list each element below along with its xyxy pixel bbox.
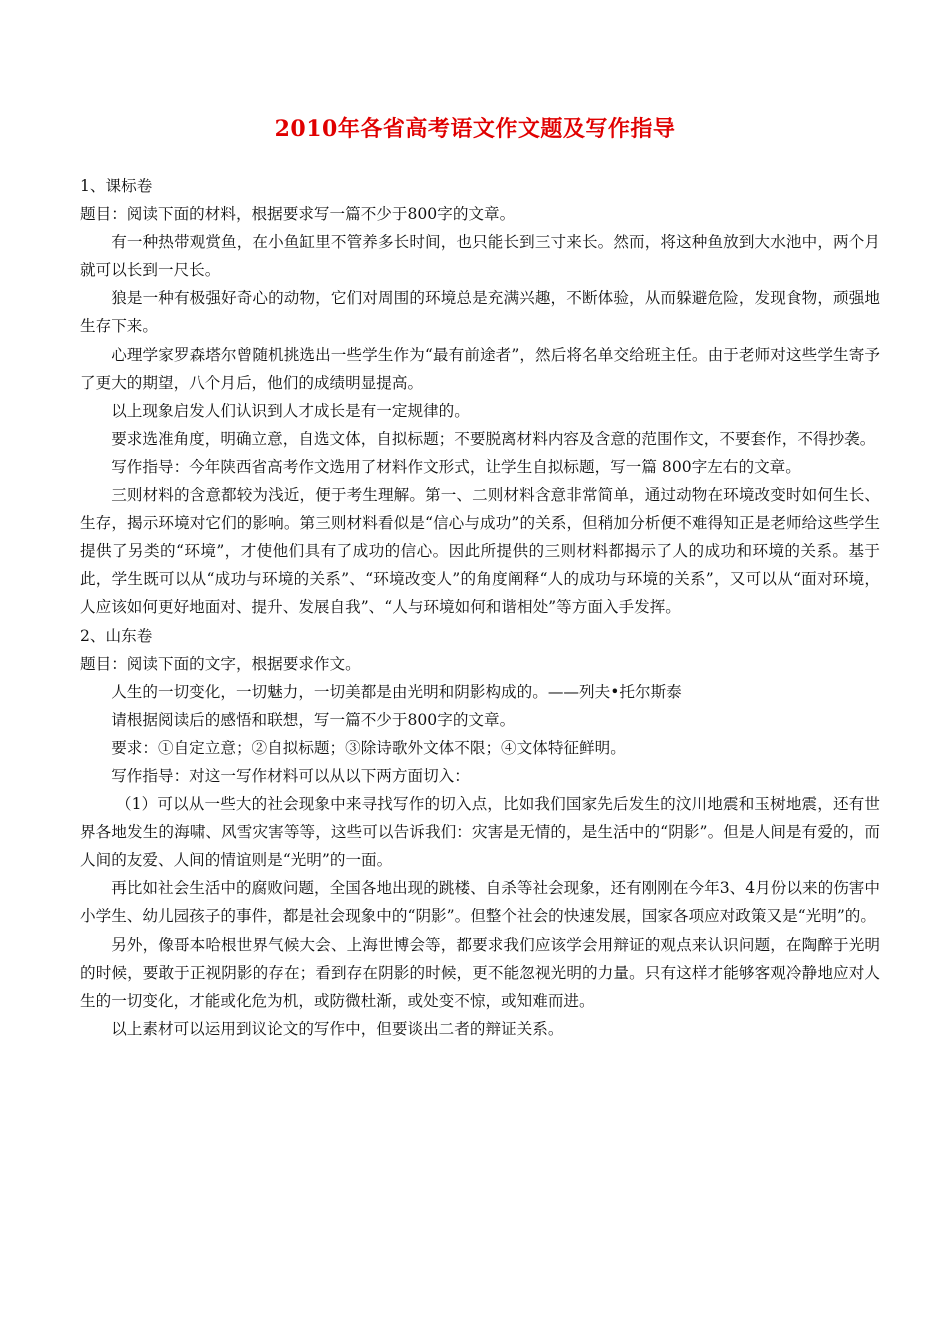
paragraph: 另外，像哥本哈根世界气候大会、上海世博会等，都要求我们应该学会用辩证的观点来认识问题，在陶醉于光明的时候，要敢于正视阴影的存在；看到存在阴影的时候，更不能忽视光明的力量。只有这样才能够客观冷静地应对人生的一切变化，才能或化危为机，或防微杜渐，或处变不惊，或知难而进。 [80, 935, 880, 1010]
paragraph: 请根据阅读后的感悟和联想，写一篇不少于800字的文章。 [111, 710, 516, 729]
paragraph: 心理学家罗森塔尔曾随机挑选出一些学生作为“最有前途者”，然后将名单交给班主任。由于老师对这些学生寄予了更大的期望，八个月后，他们的成绩明显提高。 [80, 345, 880, 392]
paragraph: 有一种热带观赏鱼，在小鱼缸里不管养多长时间，也只能长到三寸来长。然而，将这种鱼放到大水池中，两个月就可以长到一尺长。 [80, 233, 880, 280]
paragraph: 再比如社会生活中的腐败问题，全国各地出现的跳楼、自杀等社会现象，还有刚刚在今年3、4月份以来的伤害中小学生、幼儿园孩子的事件，都是社会现象中的“阴影”。但整个社会的快速发展，国家各项应对政策又是“光明”的。 [80, 879, 880, 926]
paragraph: 三则材料的含意都较为浅近，便于考生理解。第一、二则材料含意非常简单，通过动物在环境改变时如何生长、生存，揭示环境对它们的影响。第三则材料看似是“信心与成功”的关系，但稍加分析便不难得知正是老师给这些学生提供了另类的“环境”，才使他们具有了成功的信心。因此所提供的三则材料都揭示了人的成功和环境的关系。基于此，学生既可以从“成功与环境的关系”、“环境改变人”的角度阐释“人的成功与环境的关系”，又可以从“面对环境，人应该如何更好地面对、提升、发展自我”、“人与环境如何和谐相处”等方面入手发挥。 [80, 486, 880, 617]
document-body [80, 172, 880, 1043]
paragraph: 要求选准角度，明确立意，自选文体，自拟标题；不要脱离材料内容及含意的范围作文，不要套作，不得抄袭。 [111, 429, 876, 448]
paragraph: 写作指导：今年陕西省高考作文选用了材料作文形式，让学生自拟标题，写一篇 800字左右的文章。 [111, 457, 801, 476]
paragraph: 写作指导：对这一写作材料可以从以下两方面切入： [111, 766, 470, 785]
paragraph: 以上现象启发人们认识到人才成长是有一定规律的。 [111, 401, 470, 420]
paragraph: （1）可以从一些大的社会现象中来寻找写作的切入点，比如我们国家先后发生的汶川地震和玉树地震，还有世界各地发生的海啸、风雪灾害等等，这些可以告诉我们：灾害是无情的，是生活中的“阴影”。但是人间是有爱的，而人间的友爱、人间的情谊则是“光明”的一面。 [80, 795, 880, 870]
quote-paragraph: 人生的一切变化，一切魅力，一切美都是由光明和阴影构成的。——列夫•托尔斯泰 [111, 682, 682, 701]
section-heading: 2、山东卷 [80, 626, 153, 645]
paragraph: 要求：①自定立意；②自拟标题；③除诗歌外文体不限；④文体特征鲜明。 [111, 738, 626, 757]
paragraph: 以上素材可以运用到议论文的写作中，但要谈出二者的辩证关系。 [111, 1019, 564, 1038]
prompt-line: 题目：阅读下面的文字，根据要求作文。 [80, 654, 361, 673]
document-title: 2010年各省高考语文作文题及写作指导 [274, 116, 676, 142]
paragraph: 狼是一种有极强好奇心的动物，它们对周围的环境总是充满兴趣，不断体验，从而躲避危险，发现食物，顽强地生存下来。 [80, 289, 880, 336]
prompt-line: 题目：阅读下面的材料，根据要求写一篇不少于800字的文章。 [80, 205, 516, 224]
section-heading: 1、课标卷 [80, 177, 153, 195]
